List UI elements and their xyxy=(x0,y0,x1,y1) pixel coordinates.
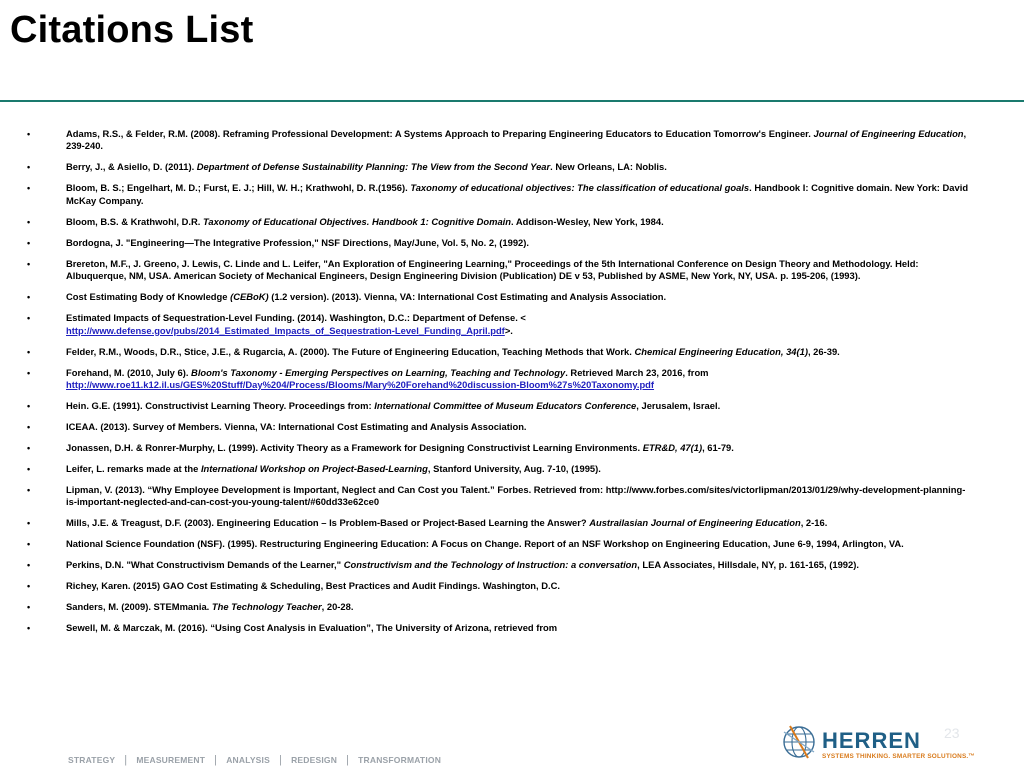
citation-text: , 20-28. xyxy=(321,601,354,613)
citation-item xyxy=(20,237,970,249)
citation-text: Bloom, B.S. & Krathwohl, D.R. xyxy=(66,215,203,227)
citation-text: , Jerusalem, Israel. xyxy=(636,400,721,412)
citation-item xyxy=(20,538,970,550)
bullet-marker: • xyxy=(27,183,31,194)
citation-item xyxy=(20,442,970,454)
citation-italic-text: Taxonomy of Educational Objectives. Handbook 1: Cognitive Domain xyxy=(202,215,512,227)
citation-italic-text: The Technology Teacher xyxy=(211,601,322,613)
logo-name: HERREN xyxy=(822,728,921,753)
citation-text: Perkins, D.N. "What Constructivism Demands of the Learner," xyxy=(66,559,344,571)
title-divider xyxy=(0,100,1024,102)
citation-text: Leifer, L. remarks made at the xyxy=(66,463,201,475)
bullet-marker: • xyxy=(27,129,31,139)
citation-text: , 2-16. xyxy=(800,517,828,529)
citation-item xyxy=(20,484,970,509)
citation-link[interactable]: http://www.roe11.k12.il.us/GES%20Stuff/Day%204/Process/Blooms/Mary%20Forehand%20discussion-Bloom%27s%20Taxonomy.pdf xyxy=(66,379,655,391)
citation-italic-text: Bloom's Taxonomy - Emerging Perspectives on Learning, Teaching and Technology xyxy=(191,366,566,378)
citation-italic-text: Taxonomy of educational objectives: The classification of educational goals xyxy=(410,182,750,194)
citation-item xyxy=(20,463,970,475)
footer-nav xyxy=(68,754,441,766)
footer-separator: | xyxy=(214,754,218,766)
bullet-marker: • xyxy=(27,422,31,433)
bullet-marker: • xyxy=(27,367,31,378)
citation-item xyxy=(20,216,970,228)
citation-text: Bloom, B. S.; Engelhart, M. D.; Furst, E. J.; Hill, W. H.; Krathwohl, D. R.(1956). xyxy=(66,182,411,194)
citation-italic-text: Department of Defense Sustainability Planning: The View from the Second Year xyxy=(196,161,551,173)
footer-separator: | xyxy=(279,754,283,766)
bullet-marker: • xyxy=(27,539,31,550)
citation-text: (1.2 version). (2013). Vienna, VA: International Cost Estimating and Analysis Association. xyxy=(268,291,667,303)
citations-list xyxy=(20,128,970,643)
citation-item xyxy=(20,559,970,571)
citation-text: , Stanford University, Aug. 7-10, (1995). xyxy=(427,463,601,475)
citation-italic-text: Austrailasian Journal of Engineering Education xyxy=(589,517,801,529)
citation-item xyxy=(20,161,970,173)
bullet-marker: • xyxy=(27,216,31,227)
citation-text: Estimated Impacts of Sequestration-Level Funding. (2014). Washington, D.C.: Department of Defense. < xyxy=(66,312,526,324)
citation-item xyxy=(20,622,970,634)
citation-text: Jonassen, D.H. & Ronrer-Murphy, L. (1999). Activity Theory as a Framework for Designing Constructivist Learning Environments. xyxy=(66,442,643,454)
footer-separator: | xyxy=(346,754,350,766)
citation-text: Richey, Karen. (2015) GAO Cost Estimating & Scheduling, Best Practices and Audit Findings. Washington, D.C. xyxy=(66,580,560,592)
citation-item xyxy=(20,580,970,592)
citation-italic-text: Constructivism and the Technology of Instruction: a conversation xyxy=(343,559,638,571)
bullet-marker: • xyxy=(27,581,31,592)
bullet-marker: • xyxy=(27,602,31,613)
citation-text: Brereton, M.F., J. Greeno, J. Lewis, C. Linde and L. Leifer, "An Exploration of Engineering Learning," Proceedings of the 5th International Conference on Design Theory and Methodology. Held: Albuquerque, NM, USA. American Society of Mechanical Engineers, Design Engineering Division (Publication) DE v 53, Published by ASME, New York, NY, USA. p. 195-206, (1993). xyxy=(66,257,919,282)
citation-italic-text: ETR&D, 47(1) xyxy=(642,442,703,454)
citation-item xyxy=(20,346,970,358)
citation-text: , 239-240. xyxy=(66,128,967,152)
citation-text: >. xyxy=(504,324,513,336)
citation-item xyxy=(20,312,970,337)
citation-text: . New Orleans, LA: Noblis. xyxy=(550,161,667,173)
citation-item xyxy=(20,601,970,613)
bullet-marker: • xyxy=(27,346,31,357)
citation-text: Adams, R.S., & Felder, R.M. (2008). Reframing Professional Development: A Systems Approach to Preparing Engineering Educators to Education Tomorrow's Engineer. xyxy=(66,128,814,139)
globe-icon xyxy=(780,720,818,762)
citation-text: . Retrieved March 23, 2016, from xyxy=(565,366,709,378)
citation-text: , LEA Associates, Hillsdale, NY, p. 161-165, (1992). xyxy=(637,559,859,571)
footer-separator: | xyxy=(124,754,128,766)
citation-text: Berry, J., & Asiello, D. (2011). xyxy=(66,161,197,173)
bullet-marker: • xyxy=(27,623,31,634)
citation-item xyxy=(20,367,970,392)
citation-item xyxy=(20,128,970,153)
citation-text: Hein. G.E. (1991). Constructivist Learning Theory. Proceedings from: xyxy=(66,400,375,412)
citation-text: Mills, J.E. & Treagust, D.F. (2003). Engineering Education – Is Problem-Based or Project-Based Learning the Answer? xyxy=(66,517,590,529)
citation-text: . Addison-Wesley, New York, 1984. xyxy=(511,215,664,227)
bullet-marker: • xyxy=(27,258,31,269)
citation-text: ICEAA. (2013). Survey of Members. Vienna, VA: International Cost Estimating and Analysis Association. xyxy=(66,421,527,433)
citation-item xyxy=(20,517,970,529)
citation-item xyxy=(20,258,970,283)
herren-logo xyxy=(780,720,975,762)
footer-nav-item-transformation: TRANSFORMATION xyxy=(358,755,442,765)
page-title: Citations List xyxy=(10,9,254,51)
citation-text: . Handbook I: Cognitive domain. New York: David McKay Company. xyxy=(66,182,969,206)
citation-text: , 61-79. xyxy=(702,442,734,454)
citation-item xyxy=(20,182,970,207)
bullet-marker: • xyxy=(27,237,31,248)
citation-text: National Science Foundation (NSF). (1995). Restructuring Engineering Education: A Focus on Change. Report of an NSF Workshop on Engineering Education, June 6-9, 1994, Arlington, VA. xyxy=(66,538,904,550)
citation-item xyxy=(20,421,970,433)
footer-nav-item-redesign: REDESIGN xyxy=(291,755,338,765)
citation-link[interactable]: http://www.defense.gov/pubs/2014_Estimated_Impacts_of_Sequestration-Level_Funding_April.pdf xyxy=(66,324,505,336)
citation-italic-text: Journal of Engineering Education xyxy=(813,128,964,139)
bullet-marker: • xyxy=(27,443,31,454)
footer-nav-item-measurement: MEASUREMENT xyxy=(136,755,206,765)
bullet-marker: • xyxy=(27,464,31,475)
citation-text: Sewell, M. & Marczak, M. (2016). “Using Cost Analysis in Evaluation”, The University of Arizona, retrieved from xyxy=(66,622,558,634)
bullet-marker: • xyxy=(27,518,31,529)
bullet-marker: • xyxy=(27,485,31,496)
citation-italic-text: International Workshop on Project-Based-Learning xyxy=(200,463,428,475)
bullet-marker: • xyxy=(27,313,31,324)
citation-text: Sanders, M. (2009). STEMmania. xyxy=(66,601,212,613)
citation-text: Lipman, V. (2013). “Why Employee Development is Important, Neglect and Can Cost you Talent.” Forbes. Retrieved from: http://www.forbes.com/sites/victorlipman/2013/01/29/why-development-planning-is-important-neglected-and-can-cost-you-young-talent/#60dd33e62ce0 xyxy=(66,484,966,508)
bullet-marker: • xyxy=(27,560,31,571)
citation-text: Bordogna, J. "Engineering—The Integrative Profession," NSF Directions, May/June, Vol. 5, No. 2, (1992). xyxy=(66,236,529,248)
citation-italic-text: International Committee of Museum Educators Conference xyxy=(374,400,637,412)
citation-text: , 26-39. xyxy=(807,345,840,357)
footer-nav-item-analysis: ANALYSIS xyxy=(226,755,270,765)
bullet-marker: • xyxy=(27,401,31,412)
citation-italic-text: Chemical Engineering Education, 34(1) xyxy=(634,345,808,357)
page-number: 23 xyxy=(944,725,960,741)
footer-nav-item-strategy: STRATEGY xyxy=(68,755,116,765)
citation-item xyxy=(20,291,970,303)
citation-item xyxy=(20,400,970,412)
bullet-marker: • xyxy=(27,292,31,303)
citation-text: Cost Estimating Body of Knowledge xyxy=(66,291,231,303)
citation-text: Felder, R.M., Woods, D.R., Stice, J.E., & Rugarcia, A. (2000). The Future of Engineering Education, Teaching Methods that Work. xyxy=(66,345,635,357)
logo-tagline: SYSTEMS THINKING. SMARTER SOLUTIONS.™ xyxy=(822,753,975,760)
citation-text: Forehand, M. (2010, July 6). xyxy=(66,366,192,378)
bullet-marker: • xyxy=(27,162,31,173)
citation-italic-text: (CEBoK) xyxy=(230,291,269,303)
